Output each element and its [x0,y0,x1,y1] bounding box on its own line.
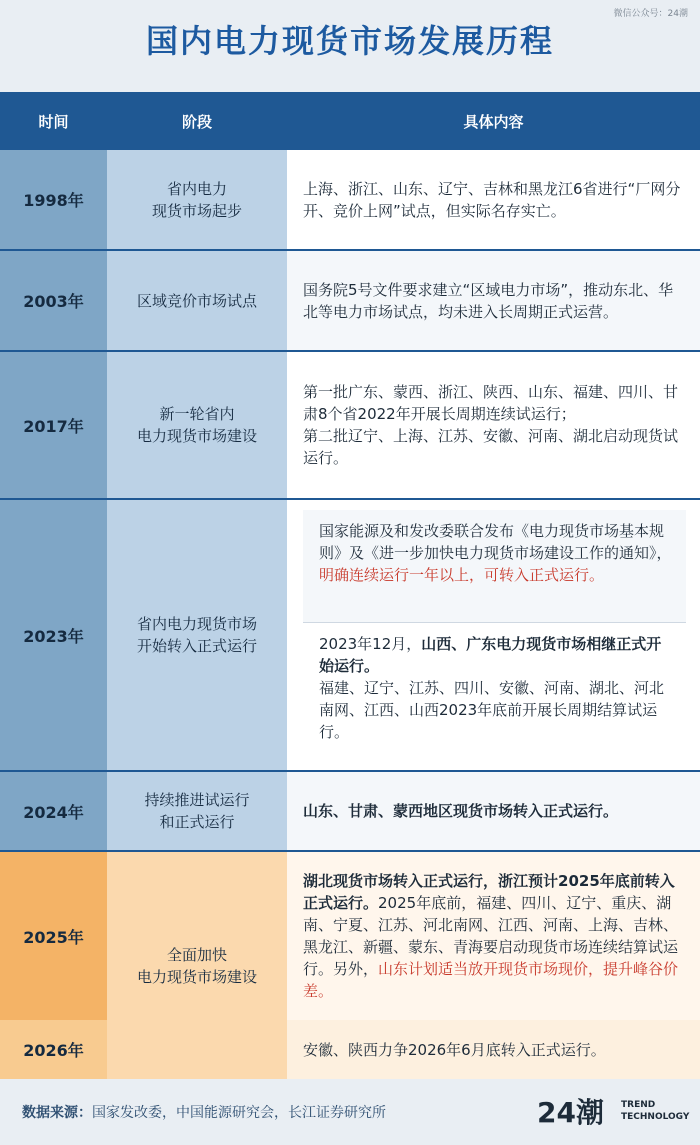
stage-cell [107,852,287,1079]
header-time: 时间 [38,112,69,131]
bold-text: 山西、广东电力现货市场相继正式开始运行。 [319,635,662,675]
content-cell [287,500,700,770]
stage-line: 全面加快 [166,945,227,964]
footer [0,1090,700,1145]
content-text: 国家能源及和发改委联合发布《电力现货市场基本规则》及《进一步加快电力现货市场建设工作的通知》， [319,522,672,562]
stage-line: 持续推进试运行 [144,791,250,809]
stage-line: 电力现货市场建设 [136,427,257,445]
stage-cell [107,352,287,498]
header-content: 具体内容 [463,112,524,131]
content-cell: 上海、浙江、山东、辽宁、吉林和黑龙江6省进行“厂网分开、竞价上网”试点，但实际名存实亡。 [287,150,700,249]
highlight-text: 明确连续运行一年以上，可转入正式运行。 [319,566,605,584]
logo-mark: 24潮 [537,1096,604,1129]
stage-cell [107,772,287,850]
content-line: 第一批广东、蒙西、浙江、陕西、山东、福建、四川、甘肃8个省2022年开展长周期连续试运行； [303,383,679,423]
logo-sub: TREND [621,1100,656,1110]
year-cell: 2026年 [0,1020,107,1079]
year-cell: 2024年 [0,772,107,850]
content-cell: 山东、甘肃、蒙西地区现货市场转入正式运行。 [287,772,700,850]
timeline-table [0,92,700,1079]
stage-cell [107,150,287,249]
content-part [303,622,686,760]
logo-sub: TECHNOLOGY [621,1112,690,1122]
content-text: 2023年12月， [319,635,422,653]
table-row-2017 [0,352,700,500]
stage-cell: 区域竞价市场试点 [107,251,287,350]
stage-line: 开始转入正式运行 [136,637,257,655]
stage-line: 省内电力现货市场 [136,615,257,633]
stage-line: 现货市场起步 [151,201,242,220]
header-stage: 阶段 [181,112,212,131]
stage-line: 电力现货市场建设 [136,967,257,986]
bold-text: 湖北现货市场转入正式运行，浙江预计2025年底前转入正式运行。 [303,872,675,912]
table-row-2024 [0,772,700,852]
content-part [303,510,686,622]
brand-logo [537,1092,690,1132]
table-row-2023 [0,500,700,772]
stage-cell [107,500,287,770]
year-cell: 2017年 [0,352,107,498]
content-cell: 国务院5号文件要求建立“区域电力市场”，推动东北、华北等电力市场试点，均未进入长周期正式运营。 [287,251,700,350]
content-line: 第二批辽宁、上海、江苏、安徽、河南、湖北启动现货试运行。 [303,427,679,467]
table-header [0,92,700,150]
page-title: 国内电力现货市场发展历程 [145,22,554,60]
stage-line: 省内电力 [166,179,227,198]
data-source [22,1102,386,1122]
content-text: 福建、辽宁、江苏、四川、安徽、河南、湖北、河北南网、江西、山西2023年底前开展长周期结算试运行。 [319,679,665,741]
content-column [287,852,700,1079]
year-cell: 2003年 [0,251,107,350]
content-cell [287,352,700,498]
stage-line: 和正式运行 [159,813,235,831]
table-row-1998 [0,150,700,251]
table-row-2025-2026 [0,852,700,1079]
table-row-2003 [0,251,700,352]
content-cell [287,852,700,1020]
stage-line: 新一轮省内 [159,405,235,423]
content-text: 2025年底前，福建、四川、辽宁、重庆、湖南、宁夏、江苏、河北南网、江西、河南、上海、吉林、黑龙江、新疆、蒙东、青海要启动现货市场连续结算试运行。另外， [303,894,679,978]
year-cell: 1998年 [0,150,107,249]
source-text: 国家发改委，中国能源研究会，长江证券研究所 [92,1105,386,1121]
source-label: 数据来源： [22,1105,92,1121]
year-cell: 2023年 [0,500,107,770]
year-cell: 2025年 [0,852,107,1020]
watermark: 微信公众号：24潮 [613,9,688,19]
highlight-text: 山东计划适当放开现货市场现价，提升峰谷价差。 [303,960,679,1000]
year-column [0,852,107,1079]
content-cell: 安徽、陕西力争2026年6月底转入正式运行。 [287,1020,700,1079]
